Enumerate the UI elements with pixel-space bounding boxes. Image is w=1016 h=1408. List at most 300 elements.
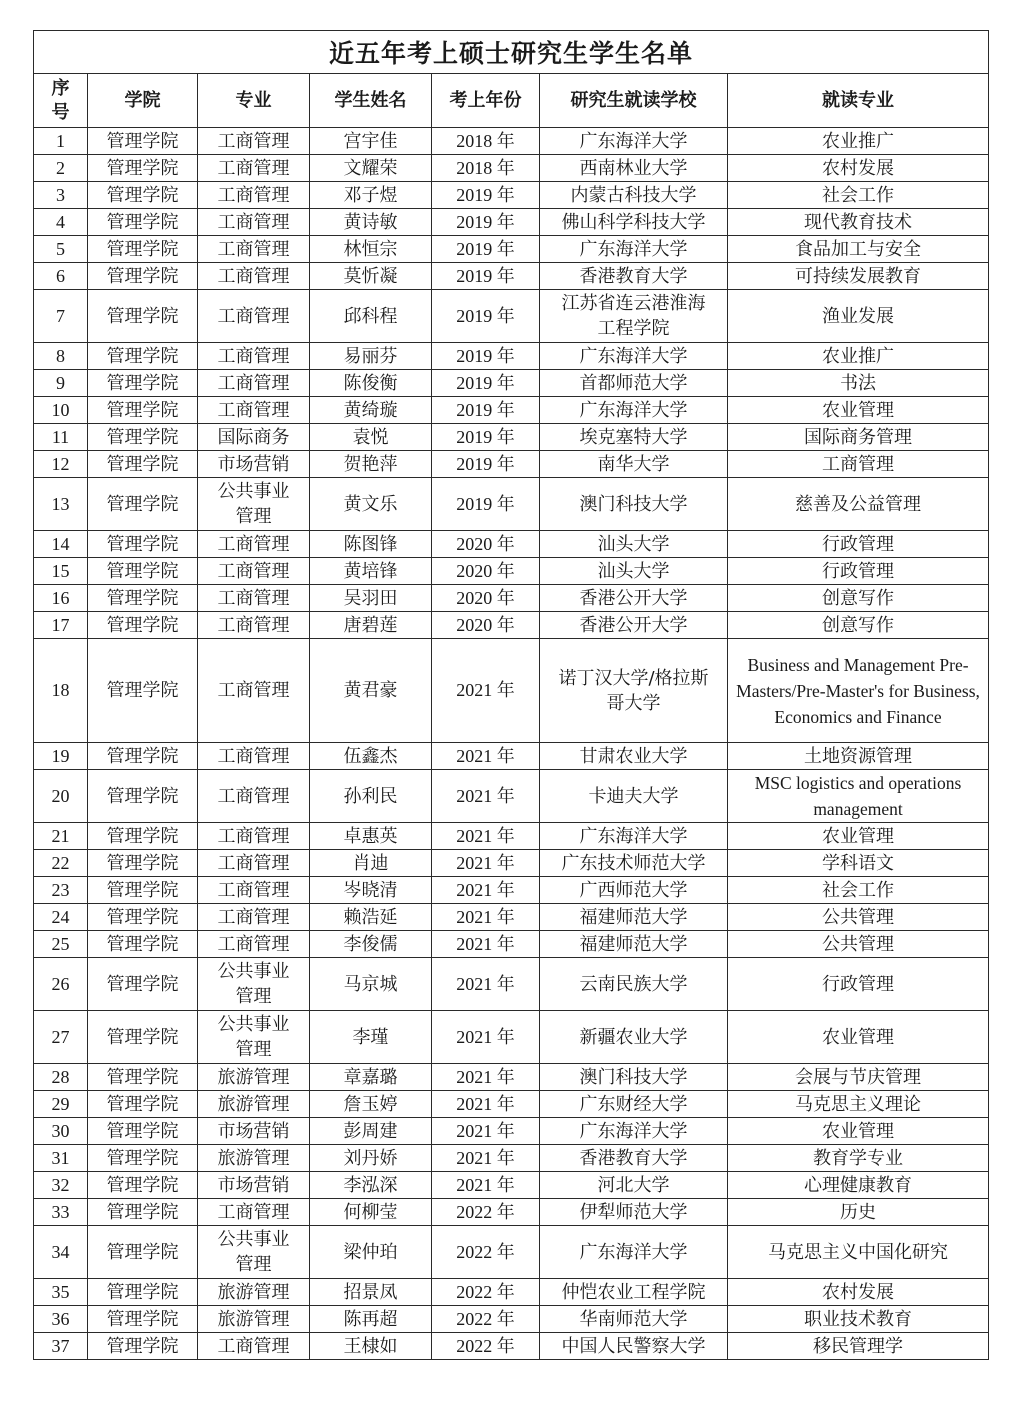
cell-college: 管理学院: [88, 1145, 198, 1172]
header-year: 考上年份: [432, 74, 540, 128]
cell-college: 管理学院: [88, 290, 198, 343]
cell-year: 2022 年: [432, 1333, 540, 1360]
cell-school: 新疆农业大学: [540, 1011, 728, 1064]
cell-no: 1: [34, 128, 88, 155]
cell-no: 18: [34, 639, 88, 743]
cell-college: 管理学院: [88, 155, 198, 182]
cell-school: 仲恺农业工程学院: [540, 1279, 728, 1306]
cell-major: 工商管理: [198, 263, 310, 290]
cell-program: 现代教育技术: [728, 209, 989, 236]
table-row: [34, 1118, 989, 1145]
cell-year: 2021 年: [432, 1118, 540, 1145]
cell-program: MSC logistics and operations management: [728, 770, 989, 823]
cell-student-name: 李俊儒: [310, 931, 432, 958]
cell-no: 28: [34, 1064, 88, 1091]
cell-program: 公共管理: [728, 904, 989, 931]
cell-no: 31: [34, 1145, 88, 1172]
cell-major: 工商管理: [198, 370, 310, 397]
table-row: [34, 290, 989, 343]
table-row: [34, 182, 989, 209]
graduate-admissions-table: [33, 30, 989, 1360]
table-row: [34, 397, 989, 424]
cell-major: 旅游管理: [198, 1064, 310, 1091]
cell-no: 27: [34, 1011, 88, 1064]
cell-year: 2020 年: [432, 558, 540, 585]
header-no: 序号: [34, 74, 88, 128]
cell-school: 广东财经大学: [540, 1091, 728, 1118]
cell-program: 国际商务管理: [728, 424, 989, 451]
cell-student-name: 贺艳萍: [310, 451, 432, 478]
cell-major: 工商管理: [198, 770, 310, 823]
cell-major: 公共事业管理: [198, 1011, 310, 1064]
cell-no: 16: [34, 585, 88, 612]
cell-no: 4: [34, 209, 88, 236]
cell-school: 香港公开大学: [540, 612, 728, 639]
cell-student-name: 黄君豪: [310, 639, 432, 743]
cell-program: 慈善及公益管理: [728, 478, 989, 531]
cell-college: 管理学院: [88, 931, 198, 958]
cell-year: 2019 年: [432, 290, 540, 343]
header-program: 就读专业: [728, 74, 989, 128]
cell-student-name: 文耀荣: [310, 155, 432, 182]
cell-program: 土地资源管理: [728, 743, 989, 770]
cell-student-name: 彭周建: [310, 1118, 432, 1145]
cell-year: 2019 年: [432, 263, 540, 290]
cell-student-name: 王棣如: [310, 1333, 432, 1360]
cell-major: 工商管理: [198, 877, 310, 904]
cell-major: 工商管理: [198, 639, 310, 743]
cell-no: 12: [34, 451, 88, 478]
cell-student-name: 肖迪: [310, 850, 432, 877]
cell-year: 2021 年: [432, 770, 540, 823]
cell-no: 7: [34, 290, 88, 343]
table-row: [34, 128, 989, 155]
cell-student-name: 易丽芬: [310, 343, 432, 370]
cell-program: 农业推广: [728, 343, 989, 370]
cell-program: 职业技术教育: [728, 1306, 989, 1333]
cell-year: 2018 年: [432, 128, 540, 155]
cell-program: 农业推广: [728, 128, 989, 155]
cell-major: 工商管理: [198, 823, 310, 850]
table-row: [34, 1333, 989, 1360]
cell-program: 农村发展: [728, 155, 989, 182]
cell-student-name: 黄绮璇: [310, 397, 432, 424]
cell-college: 管理学院: [88, 1199, 198, 1226]
cell-school: 甘肃农业大学: [540, 743, 728, 770]
table-row: [34, 612, 989, 639]
cell-school: 广西师范大学: [540, 877, 728, 904]
cell-no: 5: [34, 236, 88, 263]
cell-college: 管理学院: [88, 639, 198, 743]
cell-college: 管理学院: [88, 451, 198, 478]
cell-year: 2022 年: [432, 1199, 540, 1226]
cell-school: 江苏省连云港淮海工程学院: [540, 290, 728, 343]
cell-student-name: 詹玉婷: [310, 1091, 432, 1118]
cell-school: 广东海洋大学: [540, 343, 728, 370]
cell-year: 2021 年: [432, 1011, 540, 1064]
table-row: [34, 155, 989, 182]
header-college: 学院: [88, 74, 198, 128]
cell-college: 管理学院: [88, 1091, 198, 1118]
cell-no: 11: [34, 424, 88, 451]
cell-no: 30: [34, 1118, 88, 1145]
cell-program: Business and Management Pre-Masters/Pre-Master's for Business, Economics and Finance: [728, 639, 989, 743]
cell-program: 行政管理: [728, 558, 989, 585]
table-row: [34, 770, 989, 823]
cell-major: 旅游管理: [198, 1279, 310, 1306]
cell-program: 工商管理: [728, 451, 989, 478]
cell-year: 2021 年: [432, 743, 540, 770]
cell-major: 工商管理: [198, 585, 310, 612]
cell-student-name: 莫忻凝: [310, 263, 432, 290]
cell-year: 2021 年: [432, 639, 540, 743]
cell-student-name: 宫宇佳: [310, 128, 432, 155]
cell-year: 2019 年: [432, 424, 540, 451]
cell-no: 35: [34, 1279, 88, 1306]
cell-no: 26: [34, 958, 88, 1011]
cell-year: 2020 年: [432, 531, 540, 558]
cell-program: 农村发展: [728, 1279, 989, 1306]
cell-program: 书法: [728, 370, 989, 397]
table-row: [34, 1172, 989, 1199]
cell-program: 创意写作: [728, 585, 989, 612]
cell-no: 34: [34, 1226, 88, 1279]
cell-major: 旅游管理: [198, 1091, 310, 1118]
cell-year: 2019 年: [432, 182, 540, 209]
cell-major: 工商管理: [198, 1199, 310, 1226]
cell-school: 广东海洋大学: [540, 1226, 728, 1279]
cell-major: 工商管理: [198, 931, 310, 958]
table-row: [34, 424, 989, 451]
table-row: [34, 958, 989, 1011]
cell-no: 33: [34, 1199, 88, 1226]
cell-college: 管理学院: [88, 612, 198, 639]
cell-student-name: 吴羽田: [310, 585, 432, 612]
cell-student-name: 岑晓清: [310, 877, 432, 904]
cell-year: 2021 年: [432, 1064, 540, 1091]
cell-year: 2019 年: [432, 343, 540, 370]
cell-no: 23: [34, 877, 88, 904]
cell-college: 管理学院: [88, 1306, 198, 1333]
cell-year: 2019 年: [432, 451, 540, 478]
cell-major: 工商管理: [198, 182, 310, 209]
cell-student-name: 刘丹娇: [310, 1145, 432, 1172]
table-row: [34, 1011, 989, 1064]
cell-college: 管理学院: [88, 263, 198, 290]
cell-year: 2022 年: [432, 1226, 540, 1279]
cell-college: 管理学院: [88, 1333, 198, 1360]
cell-school: 中国人民警察大学: [540, 1333, 728, 1360]
cell-school: 汕头大学: [540, 558, 728, 585]
header-major: 专业: [198, 74, 310, 128]
cell-year: 2019 年: [432, 397, 540, 424]
cell-student-name: 陈俊衡: [310, 370, 432, 397]
cell-major: 工商管理: [198, 343, 310, 370]
cell-no: 9: [34, 370, 88, 397]
cell-college: 管理学院: [88, 1011, 198, 1064]
table-row: [34, 531, 989, 558]
cell-year: 2019 年: [432, 478, 540, 531]
cell-no: 6: [34, 263, 88, 290]
cell-no: 25: [34, 931, 88, 958]
table-row: [34, 639, 989, 743]
cell-year: 2019 年: [432, 236, 540, 263]
cell-school: 诺丁汉大学/格拉斯哥大学: [540, 639, 728, 743]
cell-student-name: 何柳莹: [310, 1199, 432, 1226]
cell-college: 管理学院: [88, 209, 198, 236]
cell-college: 管理学院: [88, 531, 198, 558]
cell-college: 管理学院: [88, 236, 198, 263]
cell-college: 管理学院: [88, 1064, 198, 1091]
cell-no: 14: [34, 531, 88, 558]
table-row: [34, 209, 989, 236]
cell-college: 管理学院: [88, 958, 198, 1011]
header-student-name: 学生姓名: [310, 74, 432, 128]
table-row: [34, 1226, 989, 1279]
cell-major: 工商管理: [198, 904, 310, 931]
cell-student-name: 招景凤: [310, 1279, 432, 1306]
table-row: [34, 585, 989, 612]
cell-major: 旅游管理: [198, 1145, 310, 1172]
cell-college: 管理学院: [88, 1279, 198, 1306]
cell-program: 心理健康教育: [728, 1172, 989, 1199]
cell-program: 教育学专业: [728, 1145, 989, 1172]
cell-no: 36: [34, 1306, 88, 1333]
cell-major: 公共事业管理: [198, 478, 310, 531]
cell-program: 社会工作: [728, 182, 989, 209]
cell-major: 工商管理: [198, 128, 310, 155]
cell-major: 市场营销: [198, 451, 310, 478]
table-row: [34, 1279, 989, 1306]
cell-year: 2019 年: [432, 370, 540, 397]
cell-student-name: 孙利民: [310, 770, 432, 823]
cell-no: 8: [34, 343, 88, 370]
cell-year: 2020 年: [432, 585, 540, 612]
cell-school: 福建师范大学: [540, 931, 728, 958]
cell-program: 马克思主义中国化研究: [728, 1226, 989, 1279]
cell-major: 工商管理: [198, 290, 310, 343]
cell-student-name: 邓子煜: [310, 182, 432, 209]
cell-program: 农业管理: [728, 1011, 989, 1064]
cell-college: 管理学院: [88, 128, 198, 155]
cell-student-name: 李泓深: [310, 1172, 432, 1199]
cell-college: 管理学院: [88, 478, 198, 531]
cell-school: 香港公开大学: [540, 585, 728, 612]
cell-student-name: 黄诗敏: [310, 209, 432, 236]
table-row: [34, 904, 989, 931]
cell-program: 历史: [728, 1199, 989, 1226]
cell-student-name: 卓惠英: [310, 823, 432, 850]
table-row: [34, 1064, 989, 1091]
table-row: [34, 236, 989, 263]
table-row: [34, 263, 989, 290]
cell-college: 管理学院: [88, 182, 198, 209]
cell-major: 公共事业管理: [198, 1226, 310, 1279]
table-row: [34, 343, 989, 370]
cell-school: 华南师范大学: [540, 1306, 728, 1333]
table-row: [34, 370, 989, 397]
cell-student-name: 黄文乐: [310, 478, 432, 531]
cell-school: 广东海洋大学: [540, 236, 728, 263]
cell-major: 工商管理: [198, 209, 310, 236]
cell-school: 佛山科学科技大学: [540, 209, 728, 236]
cell-school: 云南民族大学: [540, 958, 728, 1011]
cell-school: 内蒙古科技大学: [540, 182, 728, 209]
cell-no: 21: [34, 823, 88, 850]
cell-year: 2021 年: [432, 877, 540, 904]
cell-major: 工商管理: [198, 558, 310, 585]
header-school: 研究生就读学校: [540, 74, 728, 128]
header-row: [34, 74, 989, 128]
table-row: [34, 743, 989, 770]
cell-no: 3: [34, 182, 88, 209]
cell-student-name: 邱科程: [310, 290, 432, 343]
cell-program: 食品加工与安全: [728, 236, 989, 263]
cell-major: 国际商务: [198, 424, 310, 451]
cell-school: 埃克塞特大学: [540, 424, 728, 451]
cell-program: 学科语文: [728, 850, 989, 877]
cell-year: 2022 年: [432, 1306, 540, 1333]
cell-major: 工商管理: [198, 155, 310, 182]
cell-program: 行政管理: [728, 958, 989, 1011]
cell-student-name: 伍鑫杰: [310, 743, 432, 770]
table-row: [34, 451, 989, 478]
table-row: [34, 558, 989, 585]
cell-school: 广东海洋大学: [540, 1118, 728, 1145]
cell-no: 37: [34, 1333, 88, 1360]
cell-college: 管理学院: [88, 1172, 198, 1199]
cell-student-name: 林恒宗: [310, 236, 432, 263]
cell-college: 管理学院: [88, 904, 198, 931]
cell-student-name: 黄培锋: [310, 558, 432, 585]
cell-major: 工商管理: [198, 612, 310, 639]
cell-student-name: 袁悦: [310, 424, 432, 451]
cell-program: 渔业发展: [728, 290, 989, 343]
table-row: [34, 1199, 989, 1226]
cell-year: 2021 年: [432, 904, 540, 931]
cell-college: 管理学院: [88, 850, 198, 877]
cell-program: 移民管理学: [728, 1333, 989, 1360]
cell-program: 行政管理: [728, 531, 989, 558]
cell-year: 2021 年: [432, 850, 540, 877]
cell-major: 工商管理: [198, 236, 310, 263]
cell-major: 市场营销: [198, 1172, 310, 1199]
cell-major: 公共事业管理: [198, 958, 310, 1011]
cell-college: 管理学院: [88, 877, 198, 904]
cell-major: 工商管理: [198, 1333, 310, 1360]
cell-school: 香港教育大学: [540, 263, 728, 290]
cell-year: 2021 年: [432, 931, 540, 958]
cell-major: 工商管理: [198, 743, 310, 770]
cell-college: 管理学院: [88, 424, 198, 451]
cell-no: 32: [34, 1172, 88, 1199]
cell-year: 2021 年: [432, 958, 540, 1011]
table-row: [34, 1145, 989, 1172]
cell-student-name: 唐碧莲: [310, 612, 432, 639]
cell-major: 旅游管理: [198, 1306, 310, 1333]
cell-college: 管理学院: [88, 743, 198, 770]
cell-school: 福建师范大学: [540, 904, 728, 931]
cell-student-name: 李瑾: [310, 1011, 432, 1064]
cell-college: 管理学院: [88, 770, 198, 823]
cell-school: 广东海洋大学: [540, 823, 728, 850]
cell-program: 马克思主义理论: [728, 1091, 989, 1118]
cell-school: 澳门科技大学: [540, 1064, 728, 1091]
cell-year: 2021 年: [432, 1091, 540, 1118]
cell-no: 13: [34, 478, 88, 531]
cell-no: 29: [34, 1091, 88, 1118]
cell-student-name: 赖浩延: [310, 904, 432, 931]
cell-no: 2: [34, 155, 88, 182]
cell-school: 香港教育大学: [540, 1145, 728, 1172]
cell-program: 公共管理: [728, 931, 989, 958]
cell-school: 汕头大学: [540, 531, 728, 558]
cell-college: 管理学院: [88, 370, 198, 397]
cell-college: 管理学院: [88, 823, 198, 850]
cell-no: 19: [34, 743, 88, 770]
cell-school: 首都师范大学: [540, 370, 728, 397]
cell-student-name: 陈再超: [310, 1306, 432, 1333]
cell-school: 卡迪夫大学: [540, 770, 728, 823]
cell-school: 伊犁师范大学: [540, 1199, 728, 1226]
cell-program: 可持续发展教育: [728, 263, 989, 290]
cell-program: 会展与节庆管理: [728, 1064, 989, 1091]
cell-student-name: 陈图锋: [310, 531, 432, 558]
table-row: [34, 1306, 989, 1333]
table-row: [34, 823, 989, 850]
cell-no: 15: [34, 558, 88, 585]
cell-college: 管理学院: [88, 1226, 198, 1279]
table-row: [34, 478, 989, 531]
cell-program: 农业管理: [728, 397, 989, 424]
cell-no: 22: [34, 850, 88, 877]
cell-college: 管理学院: [88, 397, 198, 424]
cell-school: 南华大学: [540, 451, 728, 478]
cell-no: 24: [34, 904, 88, 931]
cell-year: 2020 年: [432, 612, 540, 639]
cell-year: 2019 年: [432, 209, 540, 236]
cell-program: 农业管理: [728, 1118, 989, 1145]
cell-program: 社会工作: [728, 877, 989, 904]
table-row: [34, 850, 989, 877]
cell-school: 西南林业大学: [540, 155, 728, 182]
cell-program: 创意写作: [728, 612, 989, 639]
cell-college: 管理学院: [88, 558, 198, 585]
cell-college: 管理学院: [88, 343, 198, 370]
table-row: [34, 1091, 989, 1118]
cell-year: 2021 年: [432, 1145, 540, 1172]
cell-program: 农业管理: [728, 823, 989, 850]
cell-college: 管理学院: [88, 585, 198, 612]
cell-year: 2021 年: [432, 823, 540, 850]
cell-school: 广东海洋大学: [540, 128, 728, 155]
cell-student-name: 章嘉璐: [310, 1064, 432, 1091]
cell-school: 广东技术师范大学: [540, 850, 728, 877]
cell-major: 工商管理: [198, 850, 310, 877]
cell-school: 广东海洋大学: [540, 397, 728, 424]
cell-no: 20: [34, 770, 88, 823]
cell-major: 市场营销: [198, 1118, 310, 1145]
cell-no: 10: [34, 397, 88, 424]
cell-college: 管理学院: [88, 1118, 198, 1145]
table-row: [34, 931, 989, 958]
cell-major: 工商管理: [198, 531, 310, 558]
cell-student-name: 梁仲珀: [310, 1226, 432, 1279]
cell-major: 工商管理: [198, 397, 310, 424]
page-title: 近五年考上硕士研究生学生名单: [34, 31, 989, 74]
cell-school: 河北大学: [540, 1172, 728, 1199]
cell-no: 17: [34, 612, 88, 639]
